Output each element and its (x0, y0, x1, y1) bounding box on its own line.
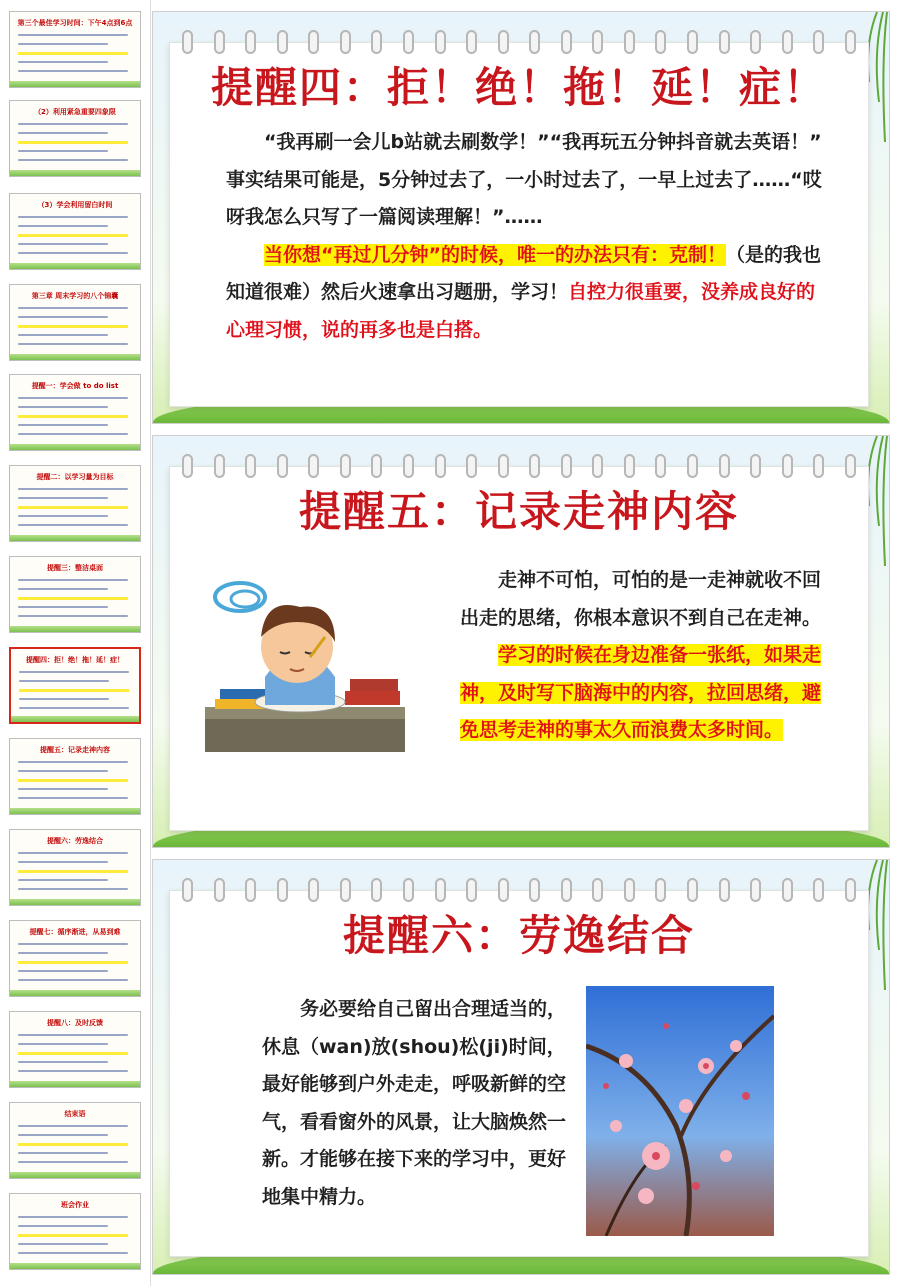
binder-ring (498, 454, 509, 478)
thumbnail-text-line (18, 216, 128, 218)
thumbnail-text-line (18, 415, 128, 418)
slide-thumbnail-title: 结束语 (64, 1110, 86, 1118)
thumbnail-text-line (18, 397, 128, 399)
thumbnail-grass (10, 990, 140, 996)
binder-ring (277, 454, 288, 478)
thumbnail-text-line (18, 870, 128, 873)
binder-ring (561, 878, 572, 902)
thumbnail-text-line (18, 307, 128, 309)
slide-thumbnail-title: 第三个最佳学习时间：下午4点到6点 (17, 19, 133, 27)
binder-ring (782, 30, 793, 54)
slide-thumbnail[interactable] (9, 100, 141, 177)
red-text: 自控力很重要，没养成良好的心理习惯，说的再多也是白搭。 (226, 281, 816, 341)
binder-ring (277, 30, 288, 54)
thumbnail-text-line (18, 334, 108, 336)
highlight-text: 学习的时候在身边准备一张纸，如果走神，及时写下脑海中的内容，拉回思绪，避免思考走神的事太久而浪费太多时间。 (460, 644, 822, 741)
slide-thumbnail-title: 第三章 周末学习的八个锦囊 (31, 292, 119, 300)
body-paragraph-1: 务必要给自己留出合理适当的，休息（wan)放(shou)松(ji)时间，最好能够到户外走走，呼吸新鲜的空气，看看窗外的风景，让大脑焕然一新。才能够在接下来的学习中，更好地集中精力。 (262, 998, 567, 1208)
slide-6[interactable] (152, 859, 890, 1275)
slide-body (460, 562, 830, 750)
binder-ring (308, 878, 319, 902)
thumbnail-grass (10, 444, 140, 450)
thumbnail-text-line (18, 1052, 128, 1055)
thumbnail-text-line (19, 671, 129, 673)
thumbnail-text-line (18, 943, 128, 945)
binder-ring (182, 454, 193, 478)
thumbnail-grass (10, 1172, 140, 1178)
binder-ring (813, 30, 824, 54)
binder-ring (529, 30, 540, 54)
thumbnail-text-line (18, 606, 108, 608)
binder-ring (214, 878, 225, 902)
binder-ring (687, 878, 698, 902)
binder-ring (403, 878, 414, 902)
thumbnail-text-line (18, 424, 108, 426)
thumbnail-grass (10, 81, 140, 87)
slide-thumbnail[interactable] (9, 284, 141, 361)
thumbnail-text-line (18, 761, 128, 763)
body-paragraph-2 (460, 637, 830, 750)
binder-ring (308, 454, 319, 478)
thumbnail-text-line (18, 524, 128, 526)
notebook-card (169, 42, 869, 407)
notebook-card (169, 890, 869, 1257)
thumbnail-text-line (18, 325, 128, 328)
slide-thumbnail[interactable] (9, 647, 141, 724)
binder-ring (340, 878, 351, 902)
slide-thumbnail[interactable] (9, 1102, 141, 1179)
binder-ring (371, 30, 382, 54)
thumbnail-text-line (18, 34, 128, 36)
thumbnail-text-line (18, 1125, 128, 1127)
slide-thumbnail[interactable] (9, 556, 141, 633)
binder-ring (466, 30, 477, 54)
thumbnail-text-line (18, 1143, 128, 1146)
normal-text: （是的我也知道很难）然后火速拿出习题册，学习！ (226, 243, 821, 303)
slide-thumbnail-title: 提醒一：学会做 to do list (31, 382, 119, 390)
slide-5[interactable] (152, 435, 890, 848)
binder-ring (750, 878, 761, 902)
binder-ring (592, 30, 603, 54)
binder-ring (498, 878, 509, 902)
thumbnail-grass (10, 170, 140, 176)
thumbnail-text-line (18, 797, 128, 799)
thumbnail-text-line (18, 506, 128, 509)
binder-ring (719, 878, 730, 902)
binder-ring (182, 30, 193, 54)
thumbnail-text-line (18, 879, 108, 881)
thumbnail-text-line (18, 597, 128, 600)
binder-ring (782, 878, 793, 902)
slide-title: 提醒四：拒！绝！拖！延！症！ (210, 63, 827, 112)
binder-ring (655, 878, 666, 902)
thumbnail-grass (10, 535, 140, 541)
binder-ring (750, 30, 761, 54)
thumbnail-text-line (19, 689, 129, 692)
binder-ring (245, 454, 256, 478)
binder-ring (687, 454, 698, 478)
binder-ring (435, 30, 446, 54)
binder-ring (561, 454, 572, 478)
binder-ring (340, 454, 351, 478)
thumbnail-text-line (18, 961, 128, 964)
binder-ring (655, 30, 666, 54)
slide-thumbnail-title: 提醒五：记录走神内容 (40, 746, 110, 754)
thumbnail-text-line (18, 770, 108, 772)
plum-blossom-photo (586, 986, 774, 1236)
thumbnail-text-line (18, 852, 128, 854)
thumbnail-text-line (18, 888, 128, 890)
thumbnail-text-line (18, 588, 108, 590)
binder-ring (214, 454, 225, 478)
thumbnail-text-line (18, 243, 108, 245)
thumbnail-text-line (18, 979, 128, 981)
thumbnail-text-line (18, 43, 108, 45)
thumbnail-text-line (18, 779, 128, 782)
thumbnail-text-line (18, 123, 128, 125)
slide-thumbnail-title: 提醒四：拒！绝！拖！延！症！ (26, 656, 124, 664)
thumbnail-text-line (18, 252, 128, 254)
binder-ring (277, 878, 288, 902)
thumbnail-text-line (18, 1061, 108, 1063)
slide-thumbnail-panel (0, 0, 151, 1286)
binder-ring (498, 30, 509, 54)
thumbnail-text-line (18, 159, 128, 161)
body-paragraph-1: “我再刷一会儿b站就去刷数学！”“我再玩五分钟抖音就去英语！” 事实结果可能是，5分钟过去了，一小时过去了，一早上过去了……“哎呀我怎么只写了一篇阅读理解！”…… (226, 131, 822, 228)
binder-ring (245, 878, 256, 902)
body-paragraph-2 (226, 237, 830, 350)
thumbnail-text-line (19, 707, 129, 709)
thumbnail-text-line (18, 150, 108, 152)
thumbnail-grass (10, 1263, 140, 1269)
thumbnail-text-line (18, 952, 108, 954)
thumbnail-text-line (18, 52, 128, 55)
binder-rings (182, 878, 856, 904)
slide-thumbnail-title: 提醒八：及时反馈 (47, 1019, 103, 1027)
thumbnail-grass (10, 808, 140, 814)
slide-thumbnail[interactable] (9, 738, 141, 815)
binder-rings (182, 30, 856, 56)
thumbnail-text-line (18, 433, 128, 435)
thumbnail-text-line (18, 497, 108, 499)
binder-ring (529, 878, 540, 902)
slide-thumbnail-title: 提醒二：以学习量为目标 (36, 473, 114, 481)
thumbnail-text-line (18, 615, 128, 617)
binder-ring (371, 878, 382, 902)
thumbnail-text-line (18, 316, 108, 318)
binder-ring (403, 30, 414, 54)
binder-rings (182, 454, 856, 480)
thumbnail-grass (10, 626, 140, 632)
thumbnail-text-line (18, 1216, 128, 1218)
thumbnail-grass (10, 263, 140, 269)
thumbnail-text-line (18, 1043, 108, 1045)
thumbnail-text-line (18, 1225, 108, 1227)
binder-ring (624, 878, 635, 902)
slide-thumbnail[interactable] (9, 920, 141, 997)
binder-ring (435, 878, 446, 902)
slide-thumbnail[interactable] (9, 1193, 141, 1270)
thumbnail-text-line (18, 861, 108, 863)
daydreaming-student-illustration (185, 567, 410, 767)
binder-ring (182, 878, 193, 902)
binder-ring (466, 878, 477, 902)
thumbnail-text-line (19, 680, 109, 682)
slide-thumbnail[interactable] (9, 374, 141, 451)
body-paragraph-1: 走神不可怕，可怕的是一走神就收不回出走的思绪，你根本意识不到自己在走神。 (460, 569, 822, 629)
thumbnail-text-line (18, 1252, 128, 1254)
thumbnail-grass (10, 1081, 140, 1087)
binder-ring (813, 454, 824, 478)
thumbnail-text-line (18, 234, 128, 237)
binder-ring (719, 30, 730, 54)
notebook-card (169, 466, 869, 831)
thumbnail-text-line (18, 61, 108, 63)
binder-ring (655, 454, 666, 478)
binder-ring (750, 454, 761, 478)
binder-ring (624, 30, 635, 54)
binder-ring (403, 454, 414, 478)
slide-4[interactable] (152, 11, 890, 424)
binder-ring (371, 454, 382, 478)
binder-ring (214, 30, 225, 54)
slide-thumbnail-title: （3）学会利用留白时间 (37, 201, 113, 209)
thumbnail-text-line (18, 1243, 108, 1245)
thumbnail-text-line (18, 70, 128, 72)
thumbnail-text-line (18, 788, 108, 790)
thumbnail-text-line (19, 698, 109, 700)
thumbnail-text-line (18, 1161, 128, 1163)
slide-body (262, 991, 580, 1216)
slide-thumbnail-title: 提醒六：劳逸结合 (47, 837, 103, 845)
highlight-text: 当你想“再过几分钟”的时候，唯一的办法只有：克制！ (264, 243, 726, 266)
slide-title: 提醒六：劳逸结合 (342, 911, 695, 960)
thumbnail-text-line (18, 141, 128, 144)
binder-ring (340, 30, 351, 54)
thumbnail-text-line (18, 225, 108, 227)
thumbnail-text-line (18, 132, 108, 134)
binder-ring (466, 454, 477, 478)
slide-thumbnail-title: 提醒七：循序渐进，从易到难 (29, 928, 121, 936)
binder-ring (813, 878, 824, 902)
thumbnail-text-line (18, 1070, 128, 1072)
slide-thumbnail[interactable] (9, 193, 141, 270)
thumbnail-grass (11, 716, 139, 722)
slide-title: 提醒五：记录走神内容 (298, 487, 739, 536)
thumbnail-text-line (18, 1152, 108, 1154)
slide-thumbnail-title: 班会作业 (61, 1201, 89, 1209)
binder-ring (624, 454, 635, 478)
slide-thumbnail[interactable] (9, 11, 141, 88)
thumbnail-grass (10, 354, 140, 360)
thumbnail-text-line (18, 1034, 128, 1036)
slide-body (226, 124, 830, 349)
binder-ring (845, 878, 856, 902)
thumbnail-text-line (18, 515, 108, 517)
binder-ring (435, 454, 446, 478)
thumbnail-text-line (18, 1234, 128, 1237)
slide-thumbnail-title: （2）利用紧急重要四象限 (34, 108, 116, 116)
binder-ring (308, 30, 319, 54)
binder-ring (561, 30, 572, 54)
slide-thumbnail[interactable] (9, 829, 141, 906)
thumbnail-text-line (18, 343, 128, 345)
thumbnail-text-line (18, 1134, 108, 1136)
binder-ring (782, 454, 793, 478)
slide-thumbnail[interactable] (9, 1011, 141, 1088)
thumbnail-text-line (18, 970, 108, 972)
binder-ring (592, 454, 603, 478)
binder-ring (687, 30, 698, 54)
thumbnail-grass (10, 899, 140, 905)
binder-ring (845, 30, 856, 54)
thumbnail-text-line (18, 406, 108, 408)
slide-thumbnail-title: 提醒三：整洁桌面 (47, 564, 103, 572)
thumbnail-text-line (18, 579, 128, 581)
binder-ring (245, 30, 256, 54)
binder-ring (719, 454, 730, 478)
binder-ring (845, 454, 856, 478)
binder-ring (592, 878, 603, 902)
thumbnail-text-line (18, 488, 128, 490)
slide-thumbnail[interactable] (9, 465, 141, 542)
binder-ring (529, 454, 540, 478)
